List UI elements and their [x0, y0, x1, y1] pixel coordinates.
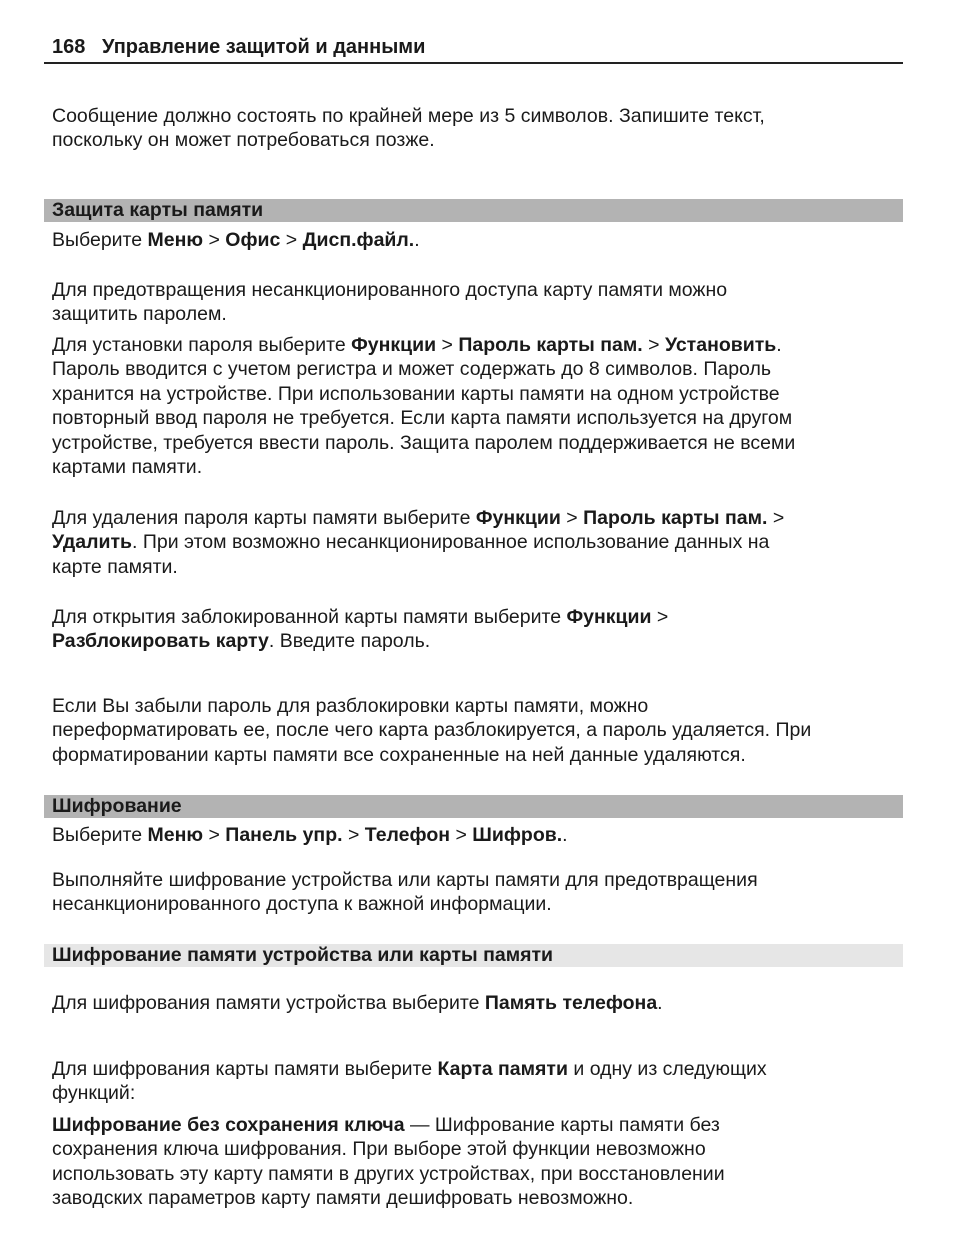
paragraph — [52, 605, 912, 654]
text-run: Для установки пароля выберите — [52, 334, 352, 356]
text-run: > — [436, 334, 459, 356]
menu-path-term: Шифрование без сохранения ключа — [52, 1114, 405, 1136]
text-run: > — [280, 229, 303, 251]
menu-path-term: Разблокировать карту — [52, 630, 269, 653]
text-run: . Пароль вводится с учетом регистра и может содержать до 8 символов. Пароль хранится на устройстве. При использовании карты памяти на одном устройстве повторный ввод пароля не требуется. Если карта памяти используется на другом устройстве, требуется ввести пароль. Защита паролем поддерживается не всеми картами памяти. — [52, 334, 796, 479]
text-run: > — [656, 606, 669, 628]
text-run: . — [657, 992, 663, 1014]
text-run: Для удаления пароля карты памяти выберите — [52, 507, 476, 529]
section-heading-text: Шифрование памяти устройства или карты памяти — [52, 944, 554, 966]
section-heading-text: Защита карты памяти — [52, 199, 264, 221]
menu-path-term: Удалить — [52, 531, 133, 554]
menu-path-term: Карта памяти — [437, 1058, 568, 1080]
menu-path-term: Панель упр. — [225, 824, 343, 846]
menu-path-term: Дисп.файл. — [302, 229, 415, 251]
text-run: Для шифрования карты памяти выберите — [52, 1058, 438, 1080]
text-run: Выполняйте шифрование устройства или карты памяти для предотвращения несанкционированного доступа к важной информации. — [52, 869, 758, 916]
text-run: Для шифрования памяти устройства выберите — [52, 992, 485, 1014]
menu-path-term: Память телефона — [484, 992, 658, 1014]
paragraph — [52, 1113, 912, 1211]
menu-path-term: Телефон — [364, 824, 451, 846]
menu-path-term: Меню — [147, 229, 204, 251]
text-run: > — [642, 334, 665, 356]
paragraph — [52, 278, 912, 327]
menu-path-term: Установить — [664, 334, 777, 356]
paragraph — [52, 991, 912, 1015]
paragraph — [52, 868, 912, 917]
menu-path-term: Пароль карты пам. — [583, 507, 768, 529]
paragraph — [52, 506, 912, 579]
section-heading — [44, 199, 903, 222]
paragraph — [52, 228, 912, 252]
menu-path-term: Функции — [475, 507, 561, 529]
text-run: . Введите пароль. — [268, 630, 431, 653]
section-heading — [44, 795, 903, 818]
menu-path-term: Функции — [351, 334, 437, 356]
text-run: > — [560, 507, 584, 529]
text-run: Для предотвращения несанкционированного доступа карту памяти можно защитить паролем. — [52, 279, 728, 326]
text-run: Выберите — [52, 824, 148, 846]
text-run: > — [772, 507, 785, 529]
text-run: > — [342, 824, 365, 846]
page-number: 168 — [52, 36, 86, 58]
text-run: — Шифрование карты памяти без сохранения ключа шифрования. При выборе этой функции невозможно использовать эту карту памяти в других устройствах, при восстановлении заводских параметров карту памяти дешифровать невозможно. — [52, 1114, 725, 1210]
text-run: Если Вы забыли пароль для разблокировки карты памяти, можно переформатировать ее, после чего карта разблокируется, а пароль удаляется. При форматировании карты памяти все сохраненные на ней данные удаляются. — [52, 695, 812, 766]
text-run: и одну из следующих функций: — [52, 1058, 767, 1105]
text-run: . — [414, 229, 420, 251]
text-run: . — [562, 824, 568, 846]
paragraph — [52, 1057, 912, 1106]
text-run: > — [203, 229, 226, 251]
paragraph — [52, 694, 912, 767]
paragraph — [52, 104, 912, 153]
section-heading-text: Шифрование — [52, 795, 182, 817]
header-rule — [44, 62, 903, 64]
paragraph — [52, 333, 912, 479]
text-run: Сообщение должно состоять по крайней мере из 5 символов. Запишите текст, поскольку он может потребоваться позже. — [52, 105, 765, 152]
section-heading — [44, 944, 903, 967]
menu-path-term: Функции — [566, 606, 652, 628]
text-run: Выберите — [52, 229, 148, 251]
menu-path-term: Меню — [147, 824, 204, 846]
menu-path-term: Пароль карты пам. — [458, 334, 643, 356]
menu-path-term: Шифров. — [472, 824, 563, 846]
running-header — [52, 36, 425, 59]
text-run: > — [450, 824, 473, 846]
text-run: Для открытия заблокированной карты памяти выберите — [52, 606, 567, 628]
paragraph — [52, 823, 912, 847]
text-run: . При этом возможно несанкционированное использование данных на карте памяти. — [52, 531, 770, 578]
menu-path-term: Офис — [225, 229, 281, 251]
text-run: > — [203, 824, 226, 846]
chapter-title: Управление защитой и данными — [102, 36, 426, 58]
